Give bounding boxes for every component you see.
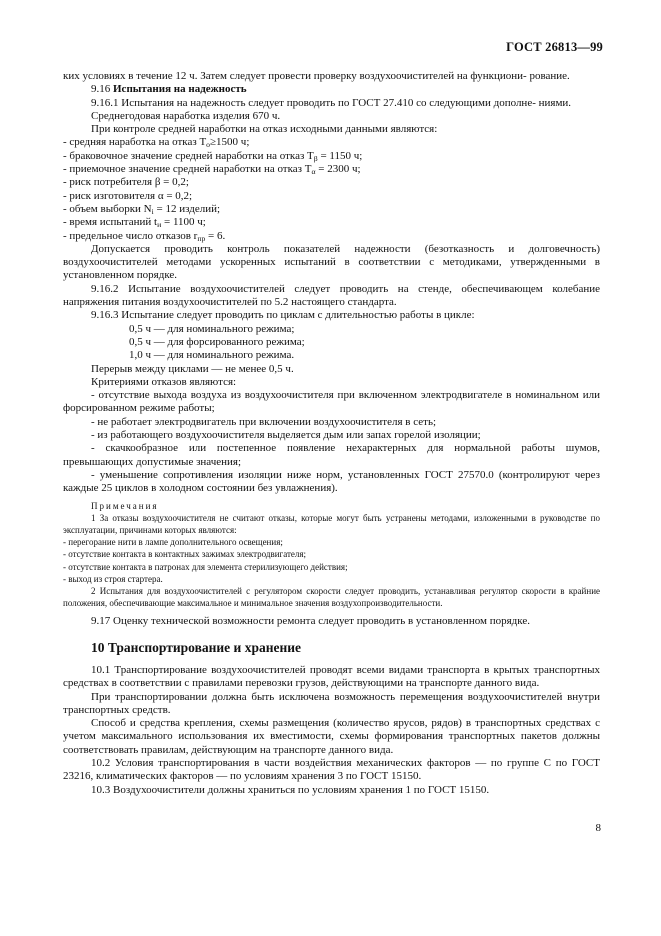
list-item: - уменьшение сопротивления изоляции ниже норм, установленных ГОСТ 27570.0 (контролируют через каждые 25 циклов в холодном состоянии без увлажнения).: [63, 468, 600, 495]
cycle-item: 1,0 ч — для номинального режима.: [129, 349, 295, 362]
page-number: 8: [595, 822, 601, 834]
text-span: - средняя наработка на отказ T: [63, 136, 207, 149]
paragraph: При контроле средней наработки на отказ исходными данными являются:: [91, 123, 438, 136]
section-title: Испытания на надежность: [113, 83, 247, 96]
text-span: = 12 изделий;: [153, 202, 221, 215]
cycle-item: 0,5 ч — для номинального режима;: [129, 322, 295, 335]
list-item: - не работает электродвигатель при включении воздухоочистителя в сеть;: [91, 415, 437, 428]
list-item: - из работающего воздухоочистителя выделяется дым или запах горелой изоляции;: [91, 429, 481, 442]
list-item: - риск изготовителя α = 0,2;: [63, 189, 193, 202]
note-list-item: - отсутствие контакта в контактных зажимах электродвигателя;: [63, 549, 307, 560]
paragraph: [63, 97, 600, 110]
text-span: ≥1500 ч;: [210, 136, 250, 149]
paragraph: 10.3 Воздухоочистители должны храниться по условиям хранения 1 по ГОСТ 15150.: [91, 783, 490, 796]
text-line: [63, 70, 600, 83]
paragraph: 10.1 Транспортирование воздухоочистителей проводят всеми видами транспорта в крытых транспортных средствах в соответствии с правилами перевозки грузов, действующими на транспорте данного вида.: [63, 663, 600, 690]
text-span: - приемочное значение средней наработки на отказ T: [63, 163, 312, 176]
section-number: 9.16: [91, 83, 111, 96]
text-span: ких условиях в течение 12 ч. Затем следует провести проверку воздухоочистителей на функциони-: [63, 70, 527, 82]
subscript: и: [157, 220, 162, 230]
paragraph: Допускается проводить контроль показателей надежности (безотказность и долговечность) воздухоочистителей методами ускоренных испытаний в соответствии с методиками, утвержденными в установленном порядке.: [63, 242, 600, 282]
standard-code: ГОСТ 26813—99: [506, 40, 603, 54]
text-span: = 1150 ч;: [317, 149, 363, 162]
text-span: - браковочное значение средней наработки на отказ T: [63, 149, 314, 162]
list-item: [63, 136, 600, 149]
list-item: - скачкообразное или постепенное появление нехарактерных для нормальной работы шумов, превышающих допустимые значения;: [63, 442, 600, 468]
paragraph: 9.17 Оценку технической возможности ремонта следует проводить в установленном порядке.: [91, 615, 530, 628]
text-span: = 2300 ч;: [315, 163, 361, 176]
note-list-item: - отсутствие контакта в патронах для элемента стерилизующего действия;: [63, 561, 348, 572]
list-item: - риск потребителя β = 0,2;: [63, 176, 189, 189]
page-body: [63, 70, 600, 797]
note-list-item: - перегорание нити в лампе дополнительного освещения;: [63, 537, 283, 548]
list-item: [63, 203, 600, 216]
text-span: ниями.: [538, 96, 572, 109]
text-span: - время испытаний t: [63, 216, 158, 229]
text-span: = 6.: [205, 229, 226, 242]
text-span: - объем выборки N: [63, 202, 152, 215]
text-span: 9.16.1 Испытания на надежность следует проводить по ГОСТ 27.410 со следующими дополне-: [91, 96, 536, 109]
note-item: 1 За отказы воздухоочистителя не считают отказы, которые могут быть устранены методами, изложенными в руководстве по эксплуатации, причинами которых являются:: [63, 512, 600, 535]
paragraph: Способ и средства крепления, схемы размещения (количество ярусов, рядов) в транспортных средствах с учетом максимального использования их вместимости, схемы формирования транспортных пакетов должны соответствовать правилам, действующим на транспорте данного вида.: [63, 717, 600, 756]
paragraph: При транспортировании должна быть исключена возможность перемещения воздухоочистителей внутри транспортных средств.: [63, 690, 600, 716]
notes-title: Примечания: [91, 500, 159, 511]
notes-block: [63, 500, 600, 610]
text-span: - предельное число отказов r: [63, 229, 198, 242]
subscript: α: [311, 167, 316, 177]
subscript: о: [206, 140, 211, 150]
subscript: пр: [197, 233, 206, 243]
cycle-item: 0,5 ч — для форсированного режима;: [129, 335, 305, 348]
paragraph: Критериями отказов являются:: [91, 375, 237, 388]
text-span: = 1100 ч;: [161, 216, 206, 229]
list-item: [63, 230, 600, 243]
list-item: [63, 163, 600, 176]
list-item: [63, 150, 600, 163]
subscript: β: [313, 153, 318, 163]
note-list-item: - выход из строя стартера.: [63, 573, 163, 584]
list-item: - отсутствие выхода воздуха из воздухоочистителя при включенном электродвигателе в номинальном или форсированном режиме работы;: [63, 389, 600, 415]
note-item: 2 Испытания для воздухоочистителей с регулятором скорости следует проводить, устанавливая регулятор скорости в крайние положения, обеспечивающие максимальное и минимальное значения воздухопроизводительности.: [63, 585, 600, 609]
section-heading: [63, 83, 600, 96]
paragraph: 9.16.3 Испытание следует проводить по циклам с длительностью работы в цикле:: [91, 309, 475, 322]
subscript: i: [151, 206, 154, 216]
paragraph: 10.2 Условия транспортирования в части воздействия механических факторов — по группе С по ГОСТ 23216, климатических факторов — по условиям хранения 3 по ГОСТ 15150.: [63, 757, 600, 783]
text-span: рование.: [529, 70, 570, 82]
chapter-title: 10 Транспортирование и хранение: [91, 639, 302, 655]
paragraph: Перерыв между циклами — не менее 0,5 ч.: [91, 362, 294, 375]
list-item: [63, 216, 600, 229]
paragraph: Среднегодовая наработка изделия 670 ч.: [91, 109, 281, 122]
paragraph: 9.16.2 Испытание воздухоочистителей следует проводить на стенде, обеспечивающем колебание напряжения питания воздухоочистителей по 5.2 настоящего стандарта.: [63, 282, 600, 309]
